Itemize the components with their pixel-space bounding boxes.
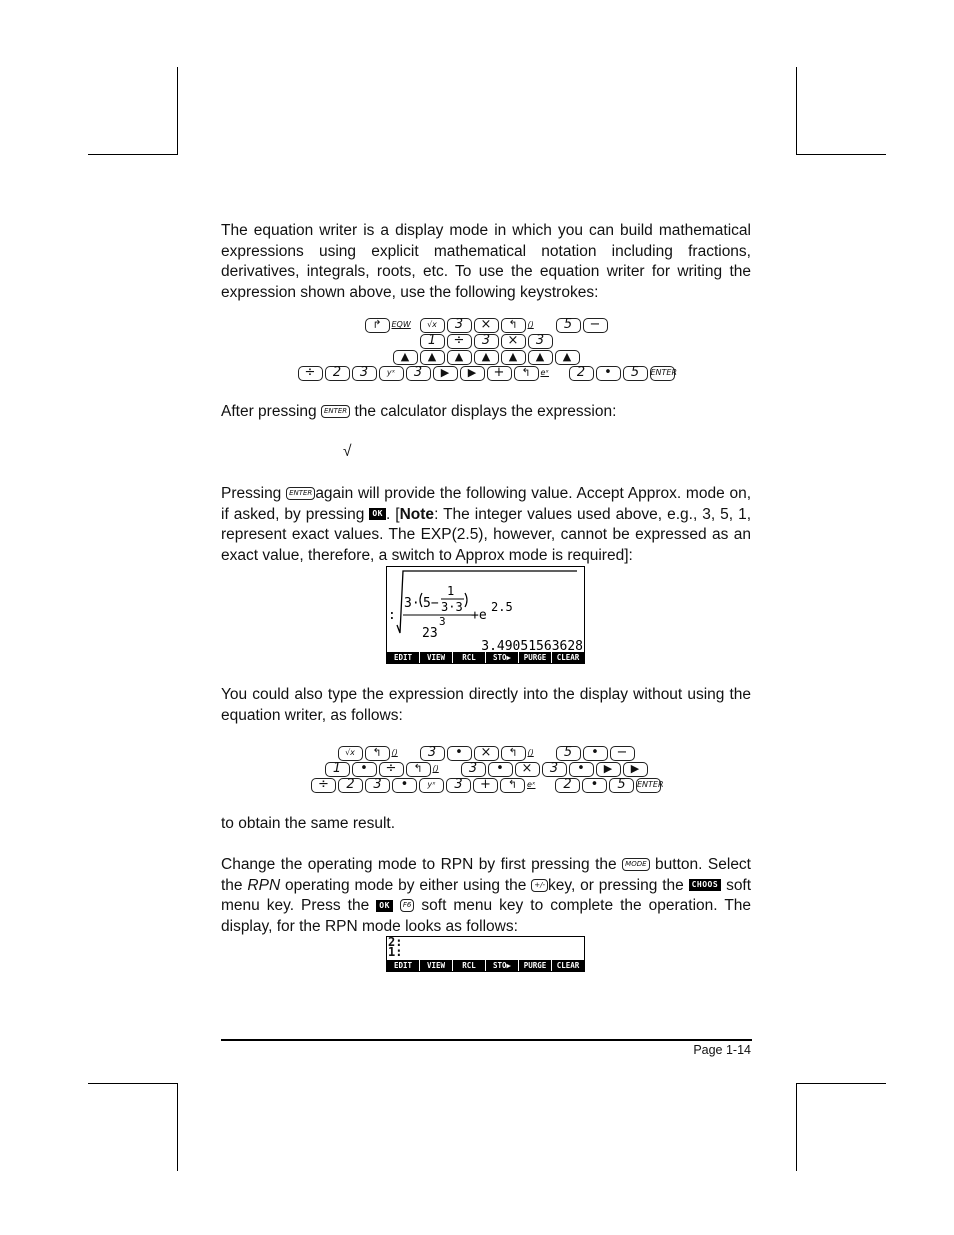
ok-softkey: OK xyxy=(376,900,393,912)
numerator-three: 3· xyxy=(404,596,420,611)
sqrt-symbol: √ xyxy=(343,443,352,460)
three-key: 3 xyxy=(406,366,431,381)
plus-key: + xyxy=(487,366,512,381)
left-shift-key: ↰ xyxy=(365,746,390,761)
softkey-clear: CLEAR xyxy=(552,960,584,971)
paren-label: () xyxy=(391,748,398,757)
enter-key: ENTER xyxy=(650,366,675,381)
right-shift-key: ↱ xyxy=(365,318,390,333)
softkey-view: VIEW xyxy=(420,652,452,663)
page-number: Page 1-14 xyxy=(693,1043,751,1057)
footer-rule xyxy=(221,1039,752,1041)
dot-key: • xyxy=(569,762,594,777)
softkey-sto: STO▶ xyxy=(486,960,518,971)
exp-e: 2.5 xyxy=(491,600,513,614)
five-key: 5 xyxy=(609,778,634,793)
paren-label: () xyxy=(432,764,439,773)
intro-paragraph: The equation writer is a display mode in which you can build mathematical expressions using explicit mathematical notation including fractions, derivatives, integrals, roots, etc. To use the equation writer for writing the expression shown above, use the following keystrokes: xyxy=(221,222,751,301)
crop-mark xyxy=(88,154,178,155)
three-key: 3 xyxy=(528,334,553,349)
three-key: 3 xyxy=(474,334,499,349)
rpn-mode-paragraph xyxy=(221,855,751,937)
rpn-label: RPN xyxy=(247,876,281,894)
dot-key: • xyxy=(447,746,472,761)
up-arrow-key: ▲ xyxy=(393,350,418,365)
text: key, or pressing the xyxy=(548,876,684,894)
three-key: 3 xyxy=(446,778,471,793)
minus-key: − xyxy=(610,746,635,761)
expression-display xyxy=(387,567,583,651)
up-arrow-key: ▲ xyxy=(420,350,445,365)
three-key: 3 xyxy=(352,366,377,381)
left-shift-key: ↰ xyxy=(501,318,526,333)
right-arrow-key: ▶ xyxy=(433,366,458,381)
crop-mark xyxy=(796,154,886,155)
crop-mark xyxy=(796,1083,886,1084)
softkey-clear: CLEAR xyxy=(552,652,584,663)
ex-label: eˣ xyxy=(527,780,536,789)
text: soft menu key. Press the xyxy=(221,876,752,914)
open-paren xyxy=(420,593,422,607)
choos-softkey: CHOOS xyxy=(689,879,722,891)
five-key: 5 xyxy=(556,318,581,333)
text: button. Select the xyxy=(221,856,751,894)
enter-key: ENTER xyxy=(636,778,661,793)
denominator: 23 xyxy=(422,626,438,641)
plusminus-key-inline: +/- xyxy=(531,879,548,892)
softkey-view: VIEW xyxy=(420,960,452,971)
dot-key: • xyxy=(488,762,513,777)
text: . [ xyxy=(386,505,400,523)
three-key: 3 xyxy=(420,746,445,761)
stack-level-2: 2: xyxy=(388,935,403,949)
up-arrow-key: ▲ xyxy=(528,350,553,365)
stack-level-1: 1: xyxy=(388,945,403,959)
two-key: 2 xyxy=(338,778,363,793)
sqrt-key: √x xyxy=(420,318,445,333)
left-shift-key: ↰ xyxy=(406,762,431,777)
minus-key: − xyxy=(583,318,608,333)
up-arrow-key: ▲ xyxy=(501,350,526,365)
times-key: × xyxy=(474,746,499,761)
text: operating mode by either using the xyxy=(285,876,527,894)
approx-paragraph xyxy=(221,484,751,566)
eqw-label: EQW xyxy=(391,320,411,329)
text: : The integer values used above, e.g., 3, 5, 1, represent exact values. The EXP(2.5), however, cannot be expressed as an exact value, therefore, a switch to Approx mode is required]: xyxy=(221,505,752,564)
plus-key: + xyxy=(473,778,498,793)
softkey-edit: EDIT xyxy=(387,960,419,971)
keystroke-sequence-equation-writer xyxy=(221,318,751,382)
up-arrow-key: ▲ xyxy=(447,350,472,365)
sqrt-key: √x xyxy=(338,746,363,761)
right-arrow-key: ▶ xyxy=(460,366,485,381)
ex-label: eˣ xyxy=(540,368,549,377)
text: again will provide the following value. Accept Approx. mode on, if asked, by pressing xyxy=(221,485,751,523)
three-key: 3 xyxy=(461,762,486,777)
crop-mark xyxy=(796,67,797,154)
soft-menu-bar xyxy=(387,652,584,663)
same-result-line: to obtain the same result. xyxy=(221,815,396,832)
five-minus: 5− xyxy=(423,596,439,611)
keystroke-sequence-direct xyxy=(221,746,751,794)
times-key: × xyxy=(515,762,540,777)
softkey-purge: PURGE xyxy=(519,652,551,663)
softkey-edit: EDIT xyxy=(387,652,419,663)
one-key: 1 xyxy=(420,334,445,349)
mode-key-inline: MODE xyxy=(622,858,649,871)
divide-key: ÷ xyxy=(298,366,323,381)
exp-three: 3 xyxy=(439,615,446,628)
dot-key: • xyxy=(582,778,607,793)
left-shift-key: ↰ xyxy=(501,746,526,761)
softkey-rcl: RCL xyxy=(453,652,485,663)
right-arrow-key: ▶ xyxy=(596,762,621,777)
inner-frac-den: 3·3 xyxy=(441,600,463,614)
enter-key-inline: ENTER xyxy=(321,405,350,418)
three-key: 3 xyxy=(447,318,472,333)
inner-frac-num: 1 xyxy=(447,584,455,598)
three-key: 3 xyxy=(365,778,390,793)
text: soft menu key to complete the operation. The display, for the RPN mode looks as follows: xyxy=(221,897,752,935)
five-key: 5 xyxy=(623,366,648,381)
text: Change the operating mode to RPN by first pressing the xyxy=(221,856,617,873)
left-shift-key: ↰ xyxy=(514,366,539,381)
one-key: 1 xyxy=(325,762,350,777)
two-key: 2 xyxy=(555,778,580,793)
text: After pressing xyxy=(221,403,317,420)
softkey-rcl: RCL xyxy=(453,960,485,971)
paren-label: () xyxy=(527,748,534,757)
direct-entry-paragraph: You could also type the expression directly into the display without using the equation writer, as follows: xyxy=(221,686,751,724)
note-label: Note xyxy=(399,505,435,523)
after-pressing-line xyxy=(221,402,616,423)
five-key: 5 xyxy=(556,746,581,761)
three-key: 3 xyxy=(542,762,567,777)
plus-e: +e xyxy=(471,608,487,623)
softkey-purge: PURGE xyxy=(519,960,551,971)
dot-key: • xyxy=(583,746,608,761)
dot-key: • xyxy=(352,762,377,777)
divide-key: ÷ xyxy=(311,778,336,793)
text: Pressing xyxy=(221,485,282,502)
two-key: 2 xyxy=(325,366,350,381)
f6-key-inline: F6 xyxy=(400,899,414,912)
up-arrow-key: ▲ xyxy=(555,350,580,365)
left-shift-key: ↰ xyxy=(500,778,525,793)
crop-mark xyxy=(177,67,178,154)
crop-mark xyxy=(796,1083,797,1171)
softkey-sto: STO▶ xyxy=(486,652,518,663)
divide-key: ÷ xyxy=(447,334,472,349)
dot-key: • xyxy=(392,778,417,793)
times-key: × xyxy=(501,334,526,349)
text: the calculator displays the expression: xyxy=(354,403,617,420)
times-key: × xyxy=(474,318,499,333)
enter-key-inline: ENTER xyxy=(286,487,315,500)
calculator-screen-result xyxy=(386,566,585,664)
power-key: yˣ xyxy=(419,778,444,793)
calculator-screen-rpn xyxy=(386,936,585,972)
close-paren xyxy=(465,593,467,607)
crop-mark xyxy=(177,1083,178,1171)
power-key: yˣ xyxy=(379,366,404,381)
two-key: 2 xyxy=(569,366,594,381)
crop-mark xyxy=(88,1083,178,1084)
dot-key: • xyxy=(596,366,621,381)
right-arrow-key: ▶ xyxy=(623,762,648,777)
result-value: 3.49051563628 xyxy=(481,639,583,651)
up-arrow-key: ▲ xyxy=(474,350,499,365)
paren-label: () xyxy=(527,320,534,329)
soft-menu-bar xyxy=(387,960,584,971)
divide-key: ÷ xyxy=(379,762,404,777)
ok-softkey: OK xyxy=(369,508,386,520)
colon: : xyxy=(388,608,396,623)
